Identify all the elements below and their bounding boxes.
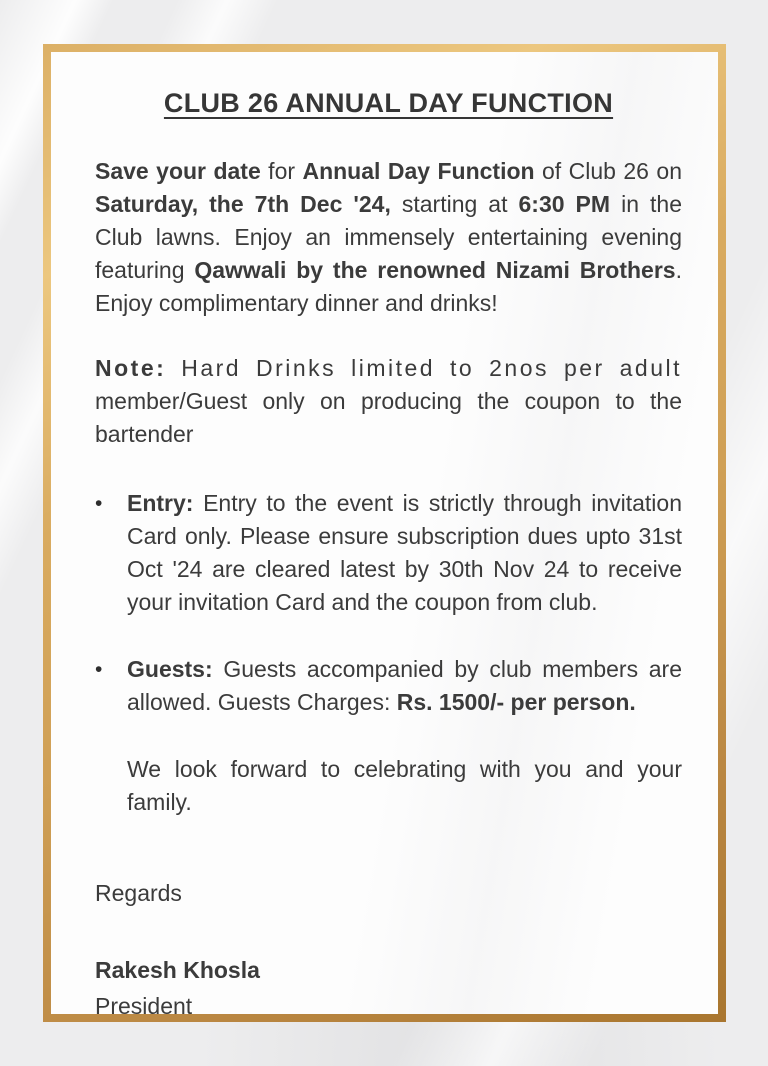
note-paragraph: Note: Hard Drinks limited to 2nos per adult member/Guest only on producing the coupon to the bartender — [95, 355, 682, 447]
regards-line: Regards — [95, 880, 182, 906]
bullet-icon: • — [95, 658, 103, 681]
bullet-icon: • — [95, 492, 103, 515]
page-title: CLUB 26 ANNUAL DAY FUNCTION — [163, 88, 614, 118]
signatory-title: President — [95, 993, 193, 1014]
guests-text: Guests: Guests accompanied by club members are allowed. Guests Charges: Rs. 1500/- per person. — [127, 656, 682, 715]
entry-list-item — [95, 487, 682, 619]
invitation-card — [51, 52, 718, 1014]
intro-paragraph: Save your date for Annual Day Function of Club 26 on Saturday, the 7th Dec '24, starting at 6:30 PM in the Club lawns. Enjoy an immensely entertaining evening featuring Qawwali by the renowned Nizami Brothers. Enjoy complimentary dinner and drinks! — [95, 158, 682, 316]
signatory-name: Rakesh Khosla — [95, 957, 260, 983]
gold-border-frame — [43, 44, 726, 1022]
closing-paragraph: We look forward to celebrating with you and your family. — [127, 756, 682, 815]
entry-text: Entry: Entry to the event is strictly through invitation Card only. Please ensure subscription dues upto 31st Oct '24 are cleared latest by 30th Nov 24 to receive your invitation Card and the coupon from club. — [127, 490, 682, 615]
guests-list-item — [95, 653, 682, 719]
